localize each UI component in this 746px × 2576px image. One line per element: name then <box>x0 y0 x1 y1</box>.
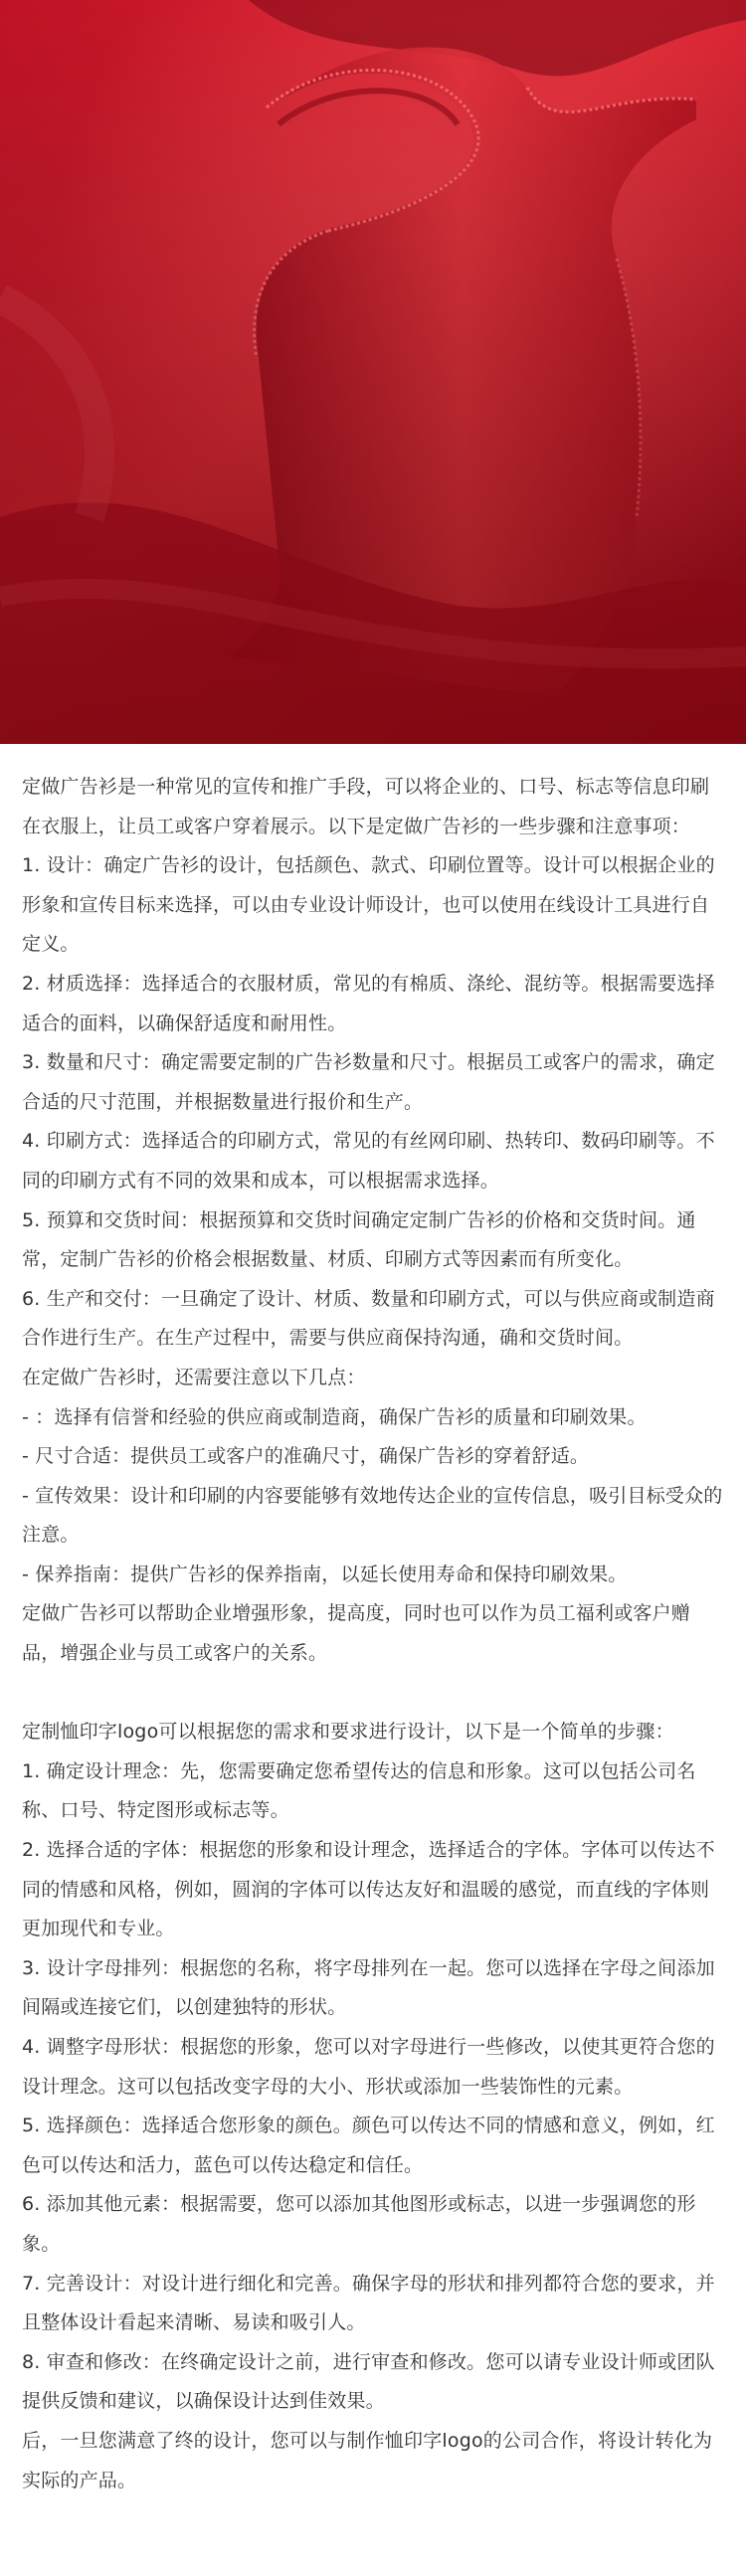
list-item: 2. 材质选择：选择适合的衣服材质，常见的有棉质、涤纶、混纺等。根据需要选择适合的面料，以确保舒适度和耐用性。 <box>22 972 715 1034</box>
note-item: - 尺寸合适：提供员工或客户的准确尺寸，确保广告衫的穿着舒适。 <box>22 1445 590 1468</box>
article-body <box>22 768 724 2500</box>
list-item: 4. 调整字母形状：根据您的形象，您可以对字母进行一些修改，以使其更符合您的设计理念。这可以包括改变字母的大小、形状或添加一些装饰性的元素。 <box>22 2036 715 2098</box>
list-item: 1. 确定设计理念：先，您需要确定您希望传达的信息和形象。这可以包括公司名称、口号、特定图形或标志等。 <box>22 1759 696 1822</box>
section2-intro: 定制恤印字logo可以根据您的需求和要求进行设计，以下是一个简单的步骤： <box>22 1721 674 1744</box>
note-item: - 保养指南：提供广告衫的保养指南，以延长使用寿命和保持印刷效果。 <box>22 1563 628 1585</box>
intro-paragraph: 定做广告衫是一种常见的宣传和推广手段，可以将企业的、口号、标志等信息印刷在衣服上，让员工或客户穿着展示。以下是定做广告衫的一些步骤和注意事项： <box>22 776 710 837</box>
list-item: 6. 生产和交付：一旦确定了设计、材质、数量和印刷方式，可以与供应商或制造商合作进行生产。在生产过程中，需要与供应商保持沟通，确和交货时间。 <box>22 1287 715 1350</box>
list-item: 7. 完善设计：对设计进行细化和完善。确保字母的形状和排列都符合您的要求，并且整体设计看起来清晰、易读和吸引人。 <box>22 2272 715 2334</box>
closing-paragraph: 后，一旦您满意了终的设计，您可以与制作恤印字logo的公司合作，将设计转化为实际的产品。 <box>22 2429 713 2491</box>
notes-heading: 在定做广告衫时，还需要注意以下几点： <box>22 1366 366 1388</box>
list-item: 1. 设计：确定广告衫的设计，包括颜色、款式、印刷位置等。设计可以根据企业的形象和宣传目标来选择，可以由专业设计师设计，也可以使用在线设计工具进行自定义。 <box>22 854 715 956</box>
list-item: 3. 数量和尺寸：确定需要定制的广告衫数量和尺寸。根据员工或客户的需求，确定合适的尺寸范围，并根据数量进行报价和生产。 <box>22 1051 715 1113</box>
list-item: 8. 审查和修改：在终确定设计之前，进行审查和修改。您可以请专业设计师或团队提供反馈和建议，以确保设计达到佳效果。 <box>22 2350 715 2413</box>
section-spacer <box>22 1674 724 1714</box>
hero-image <box>0 0 746 744</box>
list-item: 6. 添加其他元素：根据需要，您可以添加其他图形或标志，以进一步强调您的形象。 <box>22 2193 696 2255</box>
list-item: 4. 印刷方式：选择适合的印刷方式，常见的有丝网印刷、热转印、数码印刷等。不同的印刷方式有不同的效果和成本，可以根据需求选择。 <box>22 1130 715 1192</box>
summary-paragraph: 定做广告衫可以帮助企业增强形象，提高度，同时也可以作为员工福利或客户赠品，增强企业与员工或客户的关系。 <box>22 1602 691 1665</box>
note-item: - ：选择有信誉和经验的供应商或制造商，确保广告衫的质量和印刷效果。 <box>22 1405 647 1428</box>
red-fabric-photo <box>0 0 746 744</box>
note-item: - 宣传效果：设计和印刷的内容要能够有效地传达企业的宣传信息，吸引目标受众的注意。 <box>22 1484 723 1547</box>
list-item: 3. 设计字母排列：根据您的名称，将字母排列在一起。您可以选择在字母之间添加间隔或连接它们，以创建独特的形状。 <box>22 1956 715 2019</box>
list-item: 5. 选择颜色：选择适合您形象的颜色。颜色可以传达不同的情感和意义，例如，红色可以传达和活力，蓝色可以传达稳定和信任。 <box>22 2115 715 2176</box>
list-item: 5. 预算和交货时间：根据预算和交货时间确定定制广告衫的价格和交货时间。通常，定制广告衫的价格会根据数量、材质、印刷方式等因素而有所变化。 <box>22 1208 696 1271</box>
list-item: 2. 选择合适的字体：根据您的形象和设计理念，选择适合的字体。字体可以传达不同的情感和风格，例如，圆润的字体可以传达友好和温暖的感觉，而直线的字体则更加现代和专业。 <box>22 1839 715 1940</box>
